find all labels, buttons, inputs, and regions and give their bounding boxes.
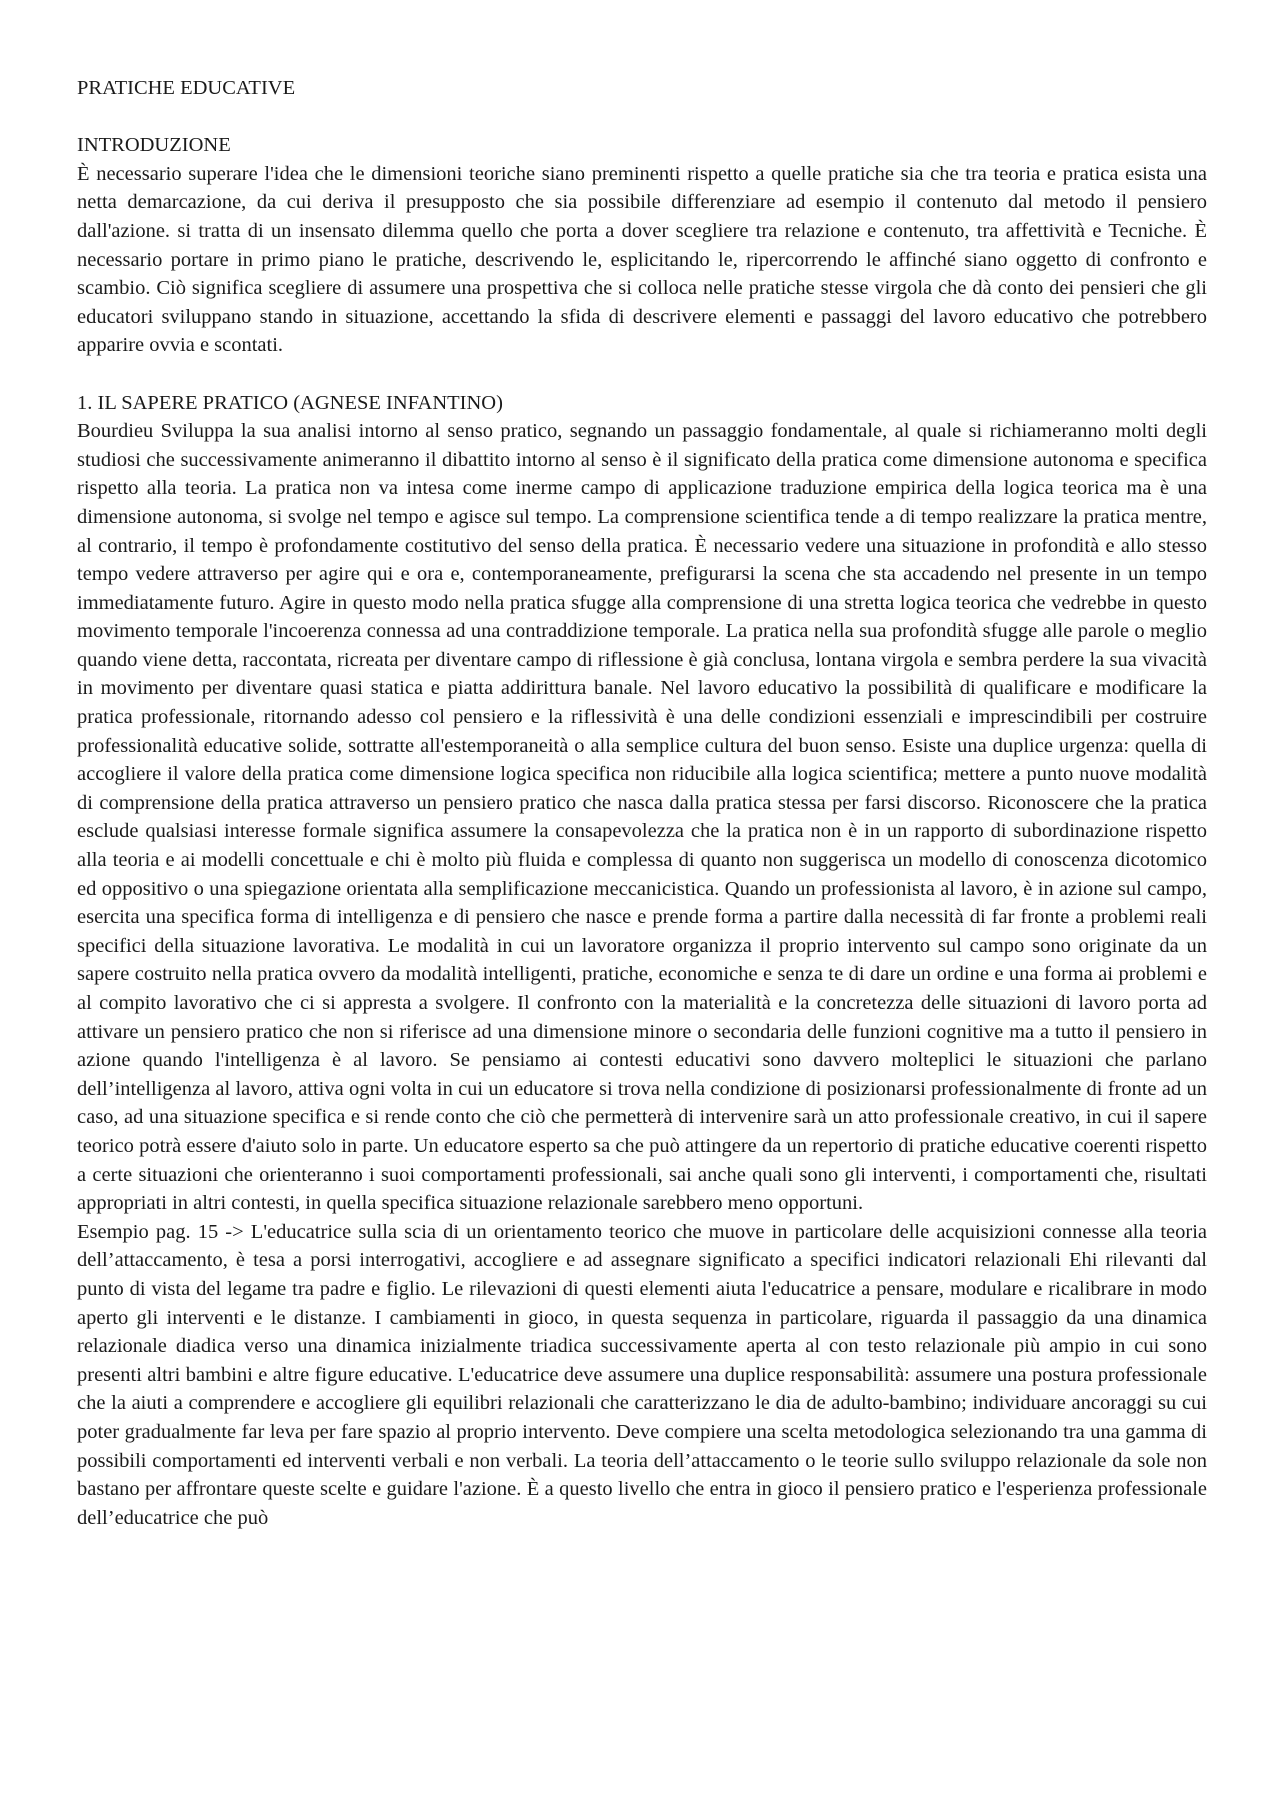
intro-heading: INTRODUZIONE (77, 134, 231, 157)
section1-paragraph: Bourdieu Sviluppa la sua analisi intorno al senso pratico, segnando un passaggio fondamentale, al quale si richiameranno molti degli studiosi che successivamente animeranno il dibattito intorno al senso è il significato della pratica come dimensione autonoma e specifica rispetto alla teoria. La pratica non va intesa come inerme campo di applicazione traduzione empirica della logica teorica ma è una dimensione autonoma, si svolge nel tempo e agisce sul tempo. La comprensione scientifica tende a di tempo realizzare la pratica mentre, al contrario, il tempo è profondamente costitutivo del senso della pratica. È necessario vedere una situazione in profondità e allo stesso tempo vedere attraverso per agire qui e ora e, contemporaneamente, prefigurarsi la scena che sta accadendo nel presente in un tempo immediatamente futuro. Agire in questo modo nella pratica sfugge alla comprensione di una stretta logica teorica che vedrebbe in questo movimento temporale l'incoerenza connessa ad una contraddizione temporale. La pratica nella sua profondità sfugge alle parole o meglio quando viene detta, raccontata, ricreata per diventare campo di riflessione è già conclusa, lontana virgola e sembra perdere la sua vivacità in movimento per diventare quasi statica e piatta addirittura banale. Nel lavoro educativo la possibilità di qualificare e modificare la pratica professionale, ritornando adesso col pensiero e la riflessività è una delle condizioni essenziali e imprescindibili per costruire professionalità educative solide, sottratte all'estemporaneità o alla semplice cultura del buon senso. Esiste una duplice urgenza: quella di accogliere il valore della pratica come dimensione logica specifica non riducibile alla logica scientifica; mettere a punto nuove modalità di comprensione della pratica attraverso un pensiero pratico che nasca dalla pratica stessa per farsi discorso. Riconoscere che la pratica esclude qualsiasi interesse formale significa assumere la consapevolezza che la pratica non è in un rapporto di subordinazione rispetto alla teoria e ai modelli concettuale e chi è molto più fluida e complessa di quanto non suggerisca un modello di conoscenza dicotomico ed oppositivo o una spiegazione orientata alla semplificazione meccanicistica. Quando un professionista al lavoro, è in azione sul campo, esercita una specifica forma di intelligenza e di pensiero che nasce e prende forma a partire dalla necessità di far fronte a problemi reali specifici della situazione lavorativa. Le modalità in cui un lavoratore organizza il proprio intervento sul campo sono originate da un sapere costruito nella pratica ovvero da modalità intelligenti, pratiche, economiche e senza te di dare un ordine e una forma ai problemi e al compito lavorativo che ci si appresta a svolgere. Il confronto con la materialità e la concretezza delle situazioni di lavoro porta ad attivare un pensiero pratico che non si riferisce ad una dimensione minore o secondaria delle funzioni cognitive ma a tutto il pensiero in azione quando l'intelligenza è al lavoro. Se pensiamo ai contesti educativi sono davvero molteplici le situazioni che parlano dell’intelligenza al lavoro, attiva ogni volta in cui un educatore si trova nella condizione di posizionarsi professionalmente di fronte ad un caso, ad una situazione specifica e si rende conto che ciò che permetterà di intervenire sarà un atto professionale creativo, in cui il sapere teorico potrà essere d'aiuto solo in parte. Un educatore esperto sa che può attingere da un repertorio di pratiche educative coerenti rispetto a certe situazioni che orienteranno i suoi comportamenti professionali, sai anche quali sono gli interventi, i comportamenti che, risultati appropriati in altri contesti, in quella specifica situazione relazionale sarebbero meno opportuni. (77, 420, 1207, 1215)
intro-paragraph: È necessario superare l'idea che le dimensioni teoriche siano preminenti rispetto a quelle pratiche sia che tra teoria e pratica esista una netta demarcazione, da cui deriva il presupposto che sia possibile differenziare ad esempio il contenuto dal metodo il pensiero dall'azione. si tratta di un insensato dilemma quello che porta a dover scegliere tra relazione e contenuto, tra affettività e Tecniche. È necessario portare in primo piano le pratiche, descrivendo le, esplicitando le, ripercorrendo le affinché siano oggetto di confronto e scambio. Ciò significa scegliere di assumere una prospettiva che si colloca nelle pratiche stesse virgola che dà conto dei pensieri che gli educatori sviluppano stando in situazione, accettando la sfida di descrivere elementi e passaggi del lavoro educativo che potrebbero apparire ovvia e scontati. (77, 162, 1207, 357)
document-title: PRATICHE EDUCATIVE (77, 77, 296, 99)
spacer (77, 103, 1207, 132)
section1-heading: 1. IL SAPERE PRATICO (AGNESE INFANTINO) (77, 391, 503, 414)
example-paragraph: Esempio pag. 15 -> L'educatrice sulla scia di un orientamento teorico che muove in particolare delle acquisizioni connesse alla teoria dell’attaccamento, è tesa a porsi interrogativi, accogliere e ad assegnare significato a specifici indicatori relazionali Ehi rilevanti dal punto di vista del legame tra padre e figlio. Le rilevazioni di questi elementi aiuta l'educatrice a pensare, modulare e ricalibrare in modo aperto gli interventi e le distanze. I cambiamenti in gioco, in questa sequenza in particolare, riguarda il passaggio da una dinamica relazionale diadica verso una dinamica inizialmente triadica successivamente aperta al con testo relazionale più ampio in cui sono presenti altri bambini e altre figure educative. L'educatrice deve assumere una duplice responsabilità: assumere una postura professionale che la aiuti a comprendere e accogliere gli equilibri relazionali che caratterizzano le dia de adulto-bambino; individuare ancoraggi su cui poter gradualmente far leva per fare spazio al proprio intervento. Deve compiere una scelta metodologica selezionando tra una gamma di possibili comportamenti ed interventi verbali e non verbali. La teoria dell’attaccamento o le teorie sullo sviluppo relazionale da sole non bastano per affrontare queste scelte e guidare l'azione. È a questo livello che entra in gioco il pensiero pratico e l'esperienza professionale dell’educatrice che può (77, 1220, 1207, 1529)
document-page (77, 74, 1207, 1532)
spacer (77, 360, 1207, 389)
